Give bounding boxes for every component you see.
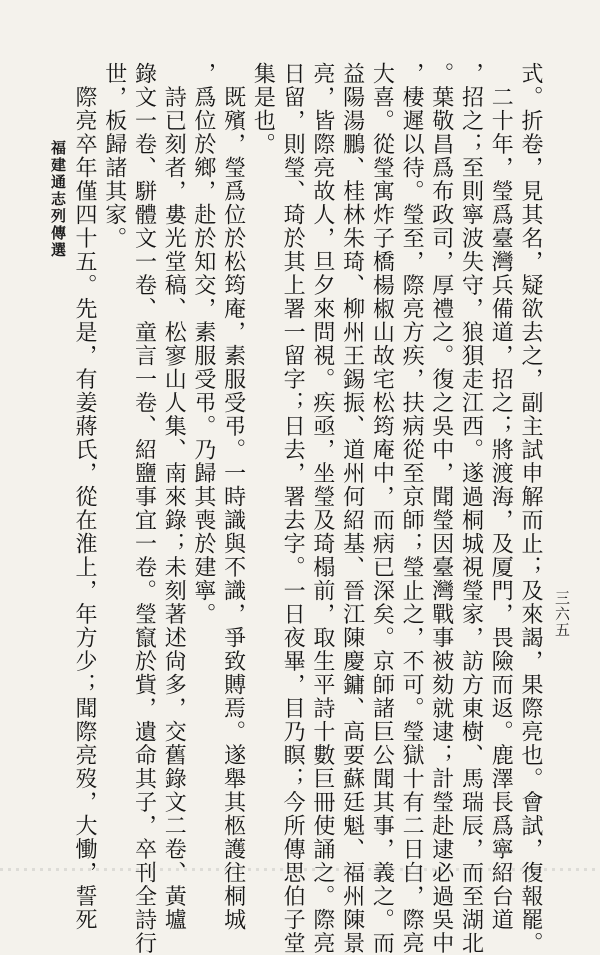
text-column: ，棲遲以待。瑩至，際亮方疾，扶病從至京師；瑩止之，不可。瑩獄十有二日白，際亮 xyxy=(399,62,425,955)
page-number: 三六五 xyxy=(553,590,571,638)
text-column: 二十年，瑩爲臺灣兵備道，招之；將渡海，及厦門，畏險而返。鹿澤長爲寧紹台道 xyxy=(488,62,514,932)
text-column: ，爲位於鄉，赴於知交，素服受弔。乃歸其喪於建寧。 xyxy=(190,62,216,626)
running-title: 福建通志列傳選 xyxy=(49,140,67,259)
text-column: ，招之；至則寧波失守，狼狽走江西。遂過桐城視瑩家，訪方東樹、馬瑞辰，而至湖北 xyxy=(458,62,484,955)
text-column-last: 際亮卒年僅四十五。先是，有姜蔣氏，從在淮上，年方少；聞際亮歿，大慟，誓死 xyxy=(72,62,97,932)
text-column: 益陽湯鵬、桂林朱琦、柳州王錫振、道州何紹基、晉江陳慶鏞、高要蘇廷魁、福州陳景 xyxy=(339,62,365,955)
text-column: 詩已刻者，婁光堂稿、松寥山人集、南來錄；未刻著述尙多，交舊錄文二卷、黃壚 xyxy=(161,62,187,932)
scan-edge-artifact xyxy=(0,868,600,871)
text-column: 大喜。從瑩寓炸子橋楊椒山故宅松筠庵中，而病已深矣。京師諸巨公聞其事，義之。而 xyxy=(369,62,395,955)
text-column: 。葉敬昌爲布政司，厚禮之。復之吳中，聞瑩因臺灣戰事被劾就逮；計瑩赴逮必過吳中 xyxy=(428,62,454,955)
text-column: 日留，則瑩、琦於其上署一留字；日去，署去字。一日夜畢，目乃瞑；今所傳思伯子堂 xyxy=(280,62,306,955)
text-column: 式。折卷，見其名，疑欲去之，副主試申解而止；及來謁，果際亮也。會試，復報罷。 xyxy=(518,62,543,955)
text-column: 錄文一卷、駢體文一卷、童言一卷、紹鹽事宜一卷。瑩竄於貲，遺命其子，卒刊全詩行 xyxy=(131,62,157,955)
text-column: 世，板歸諸其家。 xyxy=(101,62,127,250)
text-column: 亮，皆際亮故人，旦夕來問視。疾亟，坐瑩及琦榻前，取生平詩十數巨冊使誦之。際亮 xyxy=(309,62,335,955)
text-column: 集是也。 xyxy=(250,62,276,156)
text-column: 既殯，瑩爲位於松筠庵，素服受弔。一時識與不識，爭致賻焉。遂舉其柩護往桐城 xyxy=(220,62,246,932)
